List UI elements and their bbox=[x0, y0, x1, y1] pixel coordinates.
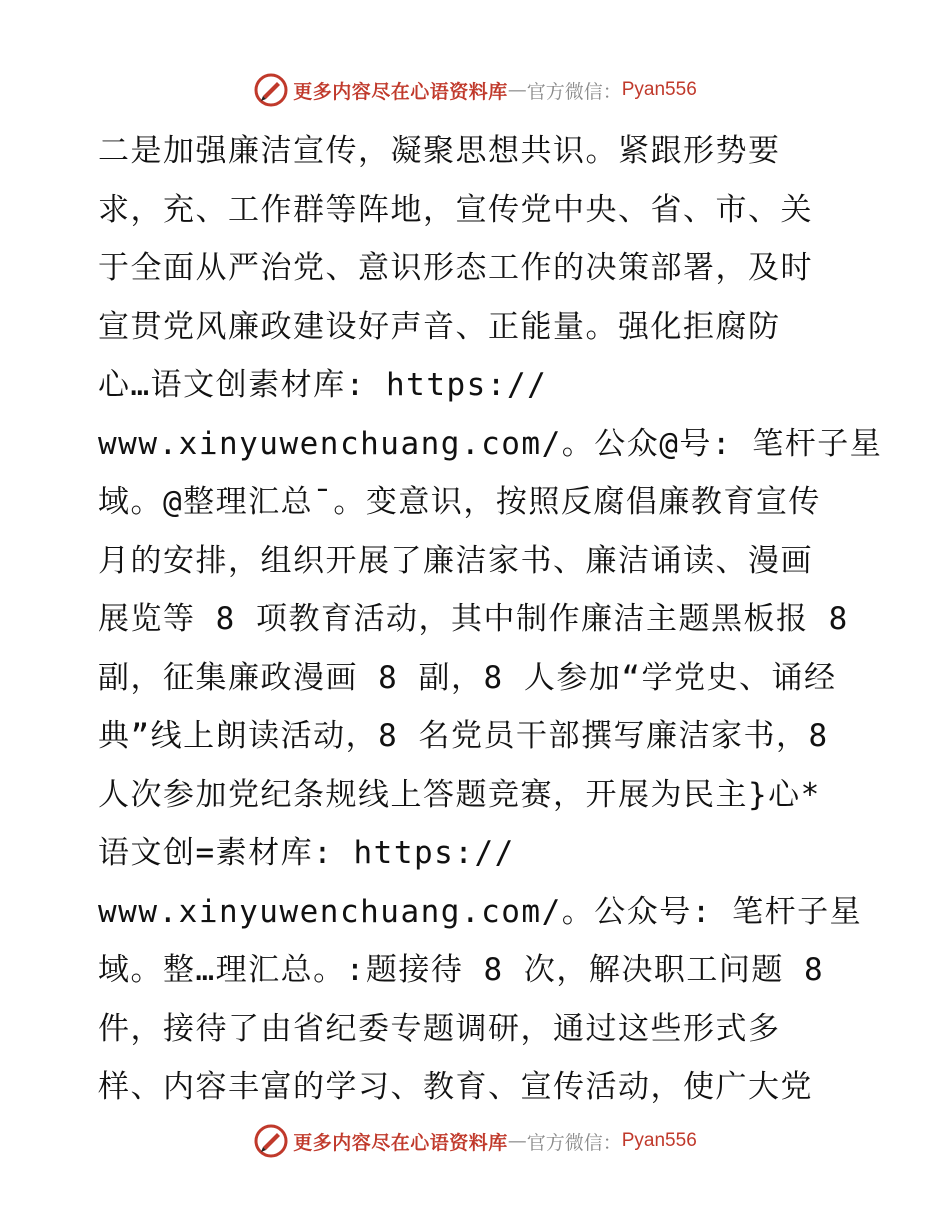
body-line: 展览等 8 项教育活动，其中制作廉洁主题黑板报 8 bbox=[98, 601, 849, 637]
banner-label: 官方微信： bbox=[526, 80, 622, 103]
banner-slogan: 更多内容尽在心语资料库 bbox=[293, 1131, 508, 1154]
body-line: 月的安排，组织开展了廉洁家书、廉洁诵读、漫画 bbox=[98, 542, 813, 579]
body-line: 宣贯党风廉政建设好声音、正能量。强化拒腐防 bbox=[98, 308, 781, 345]
body-line: www.xinyuwenchuang.com/。公众号: 笔杆子星 bbox=[98, 893, 863, 930]
header-banner bbox=[0, 70, 950, 110]
banner-label: 官方微信： bbox=[526, 1131, 622, 1154]
body-line: www.xinyuwenchuang.com/。公众@号: 笔杆子星 bbox=[98, 425, 883, 462]
banner-slogan: 更多内容尽在心语资料库 bbox=[293, 80, 508, 103]
body-line: 域。@整理汇总¯。变意识，按照反腐倡廉教育宣传 bbox=[98, 484, 821, 520]
body-line: 于全面从严治党、意识形态工作的决策部署，及时 bbox=[98, 250, 813, 286]
body-line: 心…语文创素材库: https:// bbox=[98, 367, 548, 403]
body-line: 人次参加党纪条规线上答题竞赛，开展为民主}心* bbox=[98, 776, 821, 813]
body-line: 域。整…理汇总。:题接待 8 次，解决职工问题 8 bbox=[98, 952, 825, 988]
body-line: 求，充、工作群等阵地，宣传党中央、省、市、关 bbox=[98, 191, 813, 228]
brand-logo-icon bbox=[253, 72, 289, 108]
brand-logo-icon bbox=[253, 1123, 289, 1159]
body-line: 典”线上朗读活动，8 名党员干部撰写廉洁家书，8 bbox=[98, 718, 829, 754]
banner-dash: — bbox=[507, 1130, 527, 1152]
body-line: 语文创=素材库: https:// bbox=[98, 835, 515, 871]
document-body bbox=[98, 122, 883, 1117]
body-line: 样、内容丰富的学习、教育、宣传活动，使广大党 bbox=[98, 1069, 813, 1105]
body-line: 二是加强廉洁宣传，凝聚思想共识。紧跟形势要 bbox=[98, 133, 781, 169]
body-line: 副，征集廉政漫画 8 副，8 人参加“学党史、诵经 bbox=[98, 659, 837, 696]
body-line: 件，接待了由省纪委专题调研，通过这些形式多 bbox=[98, 1010, 781, 1047]
footer-banner bbox=[0, 1121, 950, 1161]
banner-dash: — bbox=[507, 79, 527, 101]
banner-wechat-id: Pyan556 bbox=[621, 79, 697, 100]
banner-wechat-id: Pyan556 bbox=[621, 1130, 697, 1151]
